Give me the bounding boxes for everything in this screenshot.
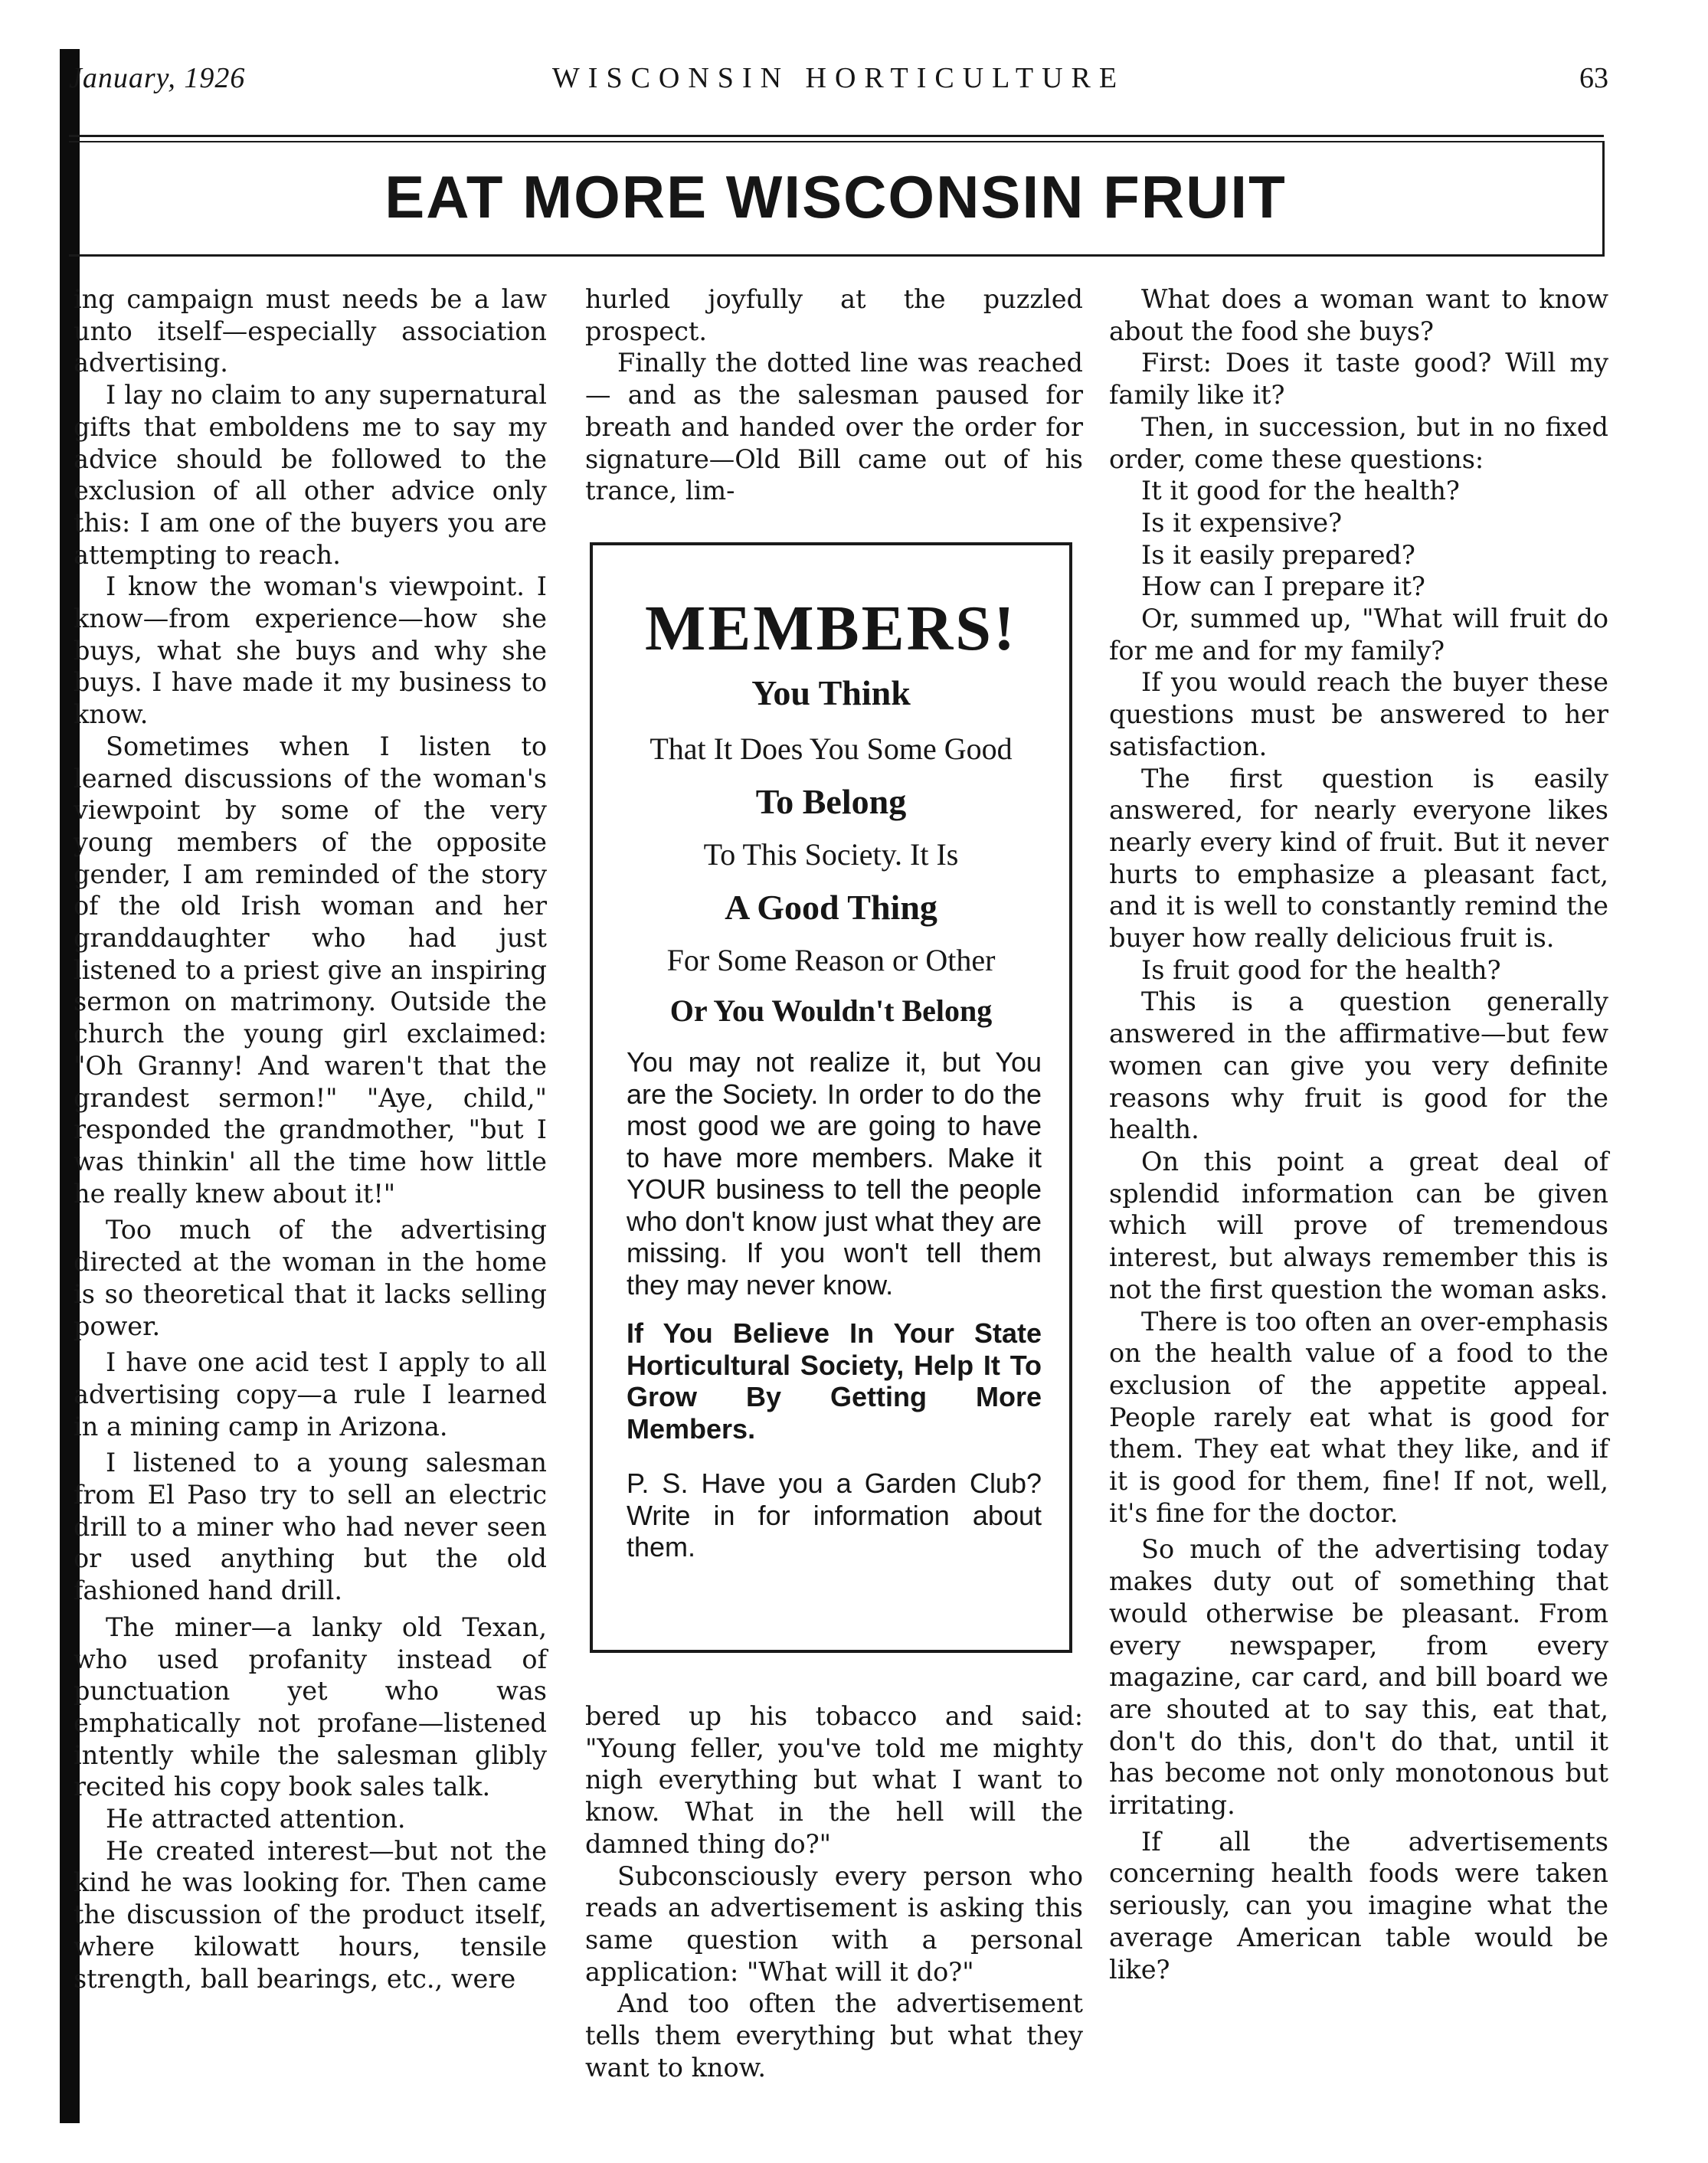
paragraph: Too much of the advertising directed at the woman in the home is so theoretical that it lacks selling power.: [74, 1215, 547, 1341]
members-postscript: P. S. Have you a Garden Club? Write in for information about them.: [627, 1468, 1042, 1563]
paragraph: On this point a great deal of splendid information can be given which will prove of tremendous interest, but always remember this is not the first question the woman asks.: [1109, 1146, 1608, 1304]
journal-title: WISCONSIN HORTICULTURE: [551, 62, 1126, 94]
members-heading: MEMBERS!: [645, 593, 1017, 664]
paragraph: Is fruit good for the health?: [1141, 954, 1501, 985]
members-call-to-action: If You Believe In Your State Horticultural Society, Help It To Grow By Getting More Members.: [627, 1317, 1042, 1445]
paragraph: Finally the dotted line was reached — and as the salesman paused for breath and handed over the order for signature—Old Bill came out of his trance, lim-: [585, 348, 1083, 506]
paragraph: There is too often an over-emphasis on the health value of a food to the exclusion of the appetite appeal. People rarely eat what is good for them. They eat what they like, and if it is good for them, fine! If not, well, it's fine for the doctor.: [1109, 1306, 1608, 1528]
paragraph: He created interest—but not the kind he was looking for. Then came the discussion of the product itself, where kilowatt hours, tensile strength, ball bearings, etc., were: [74, 1835, 547, 1994]
issue-date: January, 1926: [69, 62, 246, 94]
column-1: [74, 283, 547, 1994]
paragraph: He attracted attention.: [106, 1804, 406, 1834]
paragraph: I have one acid test I apply to all advertising copy—a rule I learned in a mining camp in Arizona.: [74, 1347, 547, 1441]
paragraph: ing campaign must needs be a law unto itself—especially association advertising.: [74, 284, 547, 378]
question-line: Is it easily prepared?: [1141, 539, 1415, 570]
paragraph: hurled joyfully at the puzzled prospect.: [585, 284, 1083, 346]
question-line: It it good for the health?: [1141, 476, 1460, 506]
paragraph: If you would reach the buyer these questions must be answered to her satisfaction.: [1109, 667, 1608, 761]
paragraph: Then, in succession, but in no fixed order, come these questions:: [1109, 411, 1608, 474]
question-line: Is it expensive?: [1141, 507, 1343, 538]
title-rule-top: [69, 135, 1604, 137]
members-line-society: To This Society. It Is: [703, 837, 959, 872]
paragraph: First: Does it taste good? Will my family like it?: [1109, 348, 1608, 411]
paragraph: Subconsciously every person who reads an advertisement is asking this same question with a personal application: "What will it do?": [585, 1860, 1083, 1987]
members-line-reason: For Some Reason or Other: [666, 943, 996, 977]
paragraph: So much of the advertising today makes duty out of something that would otherwise be pleasant. From every newspaper, from every magazine, car card, and bill board we are shouted at to say this, eat that, don't do this, don't do that, until it has become not only monotonous but irritating.: [1109, 1534, 1608, 1821]
paragraph: bered up his tobacco and said: "Young feller, you've told me mighty nigh everything but what I want to know. What in the hell will the damned thing do?": [585, 1701, 1083, 1859]
paragraph: This is a question generally answered in the affirmative—but few women can give you very definite reasons why fruit is good for the health.: [1109, 987, 1608, 1145]
members-line-to-belong: To Belong: [755, 782, 907, 821]
members-line-you-think: You Think: [751, 673, 911, 712]
members-line-wouldnt-belong: Or You Wouldn't Belong: [669, 993, 993, 1028]
running-head: [69, 58, 1608, 100]
paragraph: And too often the advertisement tells them everything but what they want to know.: [585, 1988, 1083, 2083]
paragraph: What does a woman want to know about the food she buys?: [1109, 284, 1608, 346]
paragraph: The first question is easily answered, for nearly everyone likes nearly every kind of fruit. But it never hurts to emphasize a pleasant fact, and it is well to constantly remind the buyer how really delicious fruit is.: [1109, 763, 1608, 954]
members-line-does-good: That It Does You Some Good: [649, 731, 1013, 766]
paragraph: I lay no claim to any supernatural gifts that emboldens me to say my advice should be followed to the exclusion of all other advice only this: I am one of the buyers you are attempting to reach.: [74, 380, 547, 570]
members-paragraph: You may not realize it, but You are the Society. In order to do the most good we are going to have to have more members. Make it YOUR business to tell the people who don't know just what they are missing. If you won't tell them they may never know.: [627, 1046, 1042, 1301]
page-title: EAT MORE WISCONSIN FRUIT: [384, 163, 1287, 231]
members-advertisement-box: [590, 542, 1072, 1653]
paragraph: I listened to a young salesman from El Paso try to sell an electric drill to a miner who had never seen or used anything but the old fashioned hand drill.: [74, 1448, 547, 1606]
paragraph: If all the advertisements concerning health foods were taken seriously, can you imagine what the average American table would be like?: [1109, 1826, 1608, 1985]
paragraph: Sometimes when I listen to learned discussions of the woman's viewpoint by some of the very young members of the opposite gender, I am reminded of the story of the old Irish woman and her granddaughter who had just listened to a priest give an inspiring sermon on matrimony. Outside the church the young girl exclaimed: "Oh Granny! And waren't that the grandest sermon!" "Aye, child," responded the grandmother, "but I was thinkin' all the time how little he really knew about it!": [74, 731, 547, 1209]
members-line-good-thing: A Good Thing: [725, 888, 937, 927]
column-2-top: [585, 283, 1083, 507]
paragraph: The miner—a lanky old Texan, who used profanity instead of punctuation yet who was emphatically not profane—listened intently while the salesman glibly recited his copy book sales talk.: [74, 1612, 547, 1802]
paragraph: I know the woman's viewpoint. I know—from experience—how she buys, what she buys and why she buys. I have made it my business to know.: [74, 571, 547, 730]
question-line: How can I prepare it?: [1141, 571, 1425, 602]
page-number: 63: [1579, 62, 1608, 94]
title-box: [69, 141, 1605, 257]
column-3: [1109, 283, 1608, 1985]
paragraph: Or, summed up, "What will fruit do for me and for my family?: [1109, 604, 1608, 666]
column-2-bottom: [585, 1700, 1083, 2083]
